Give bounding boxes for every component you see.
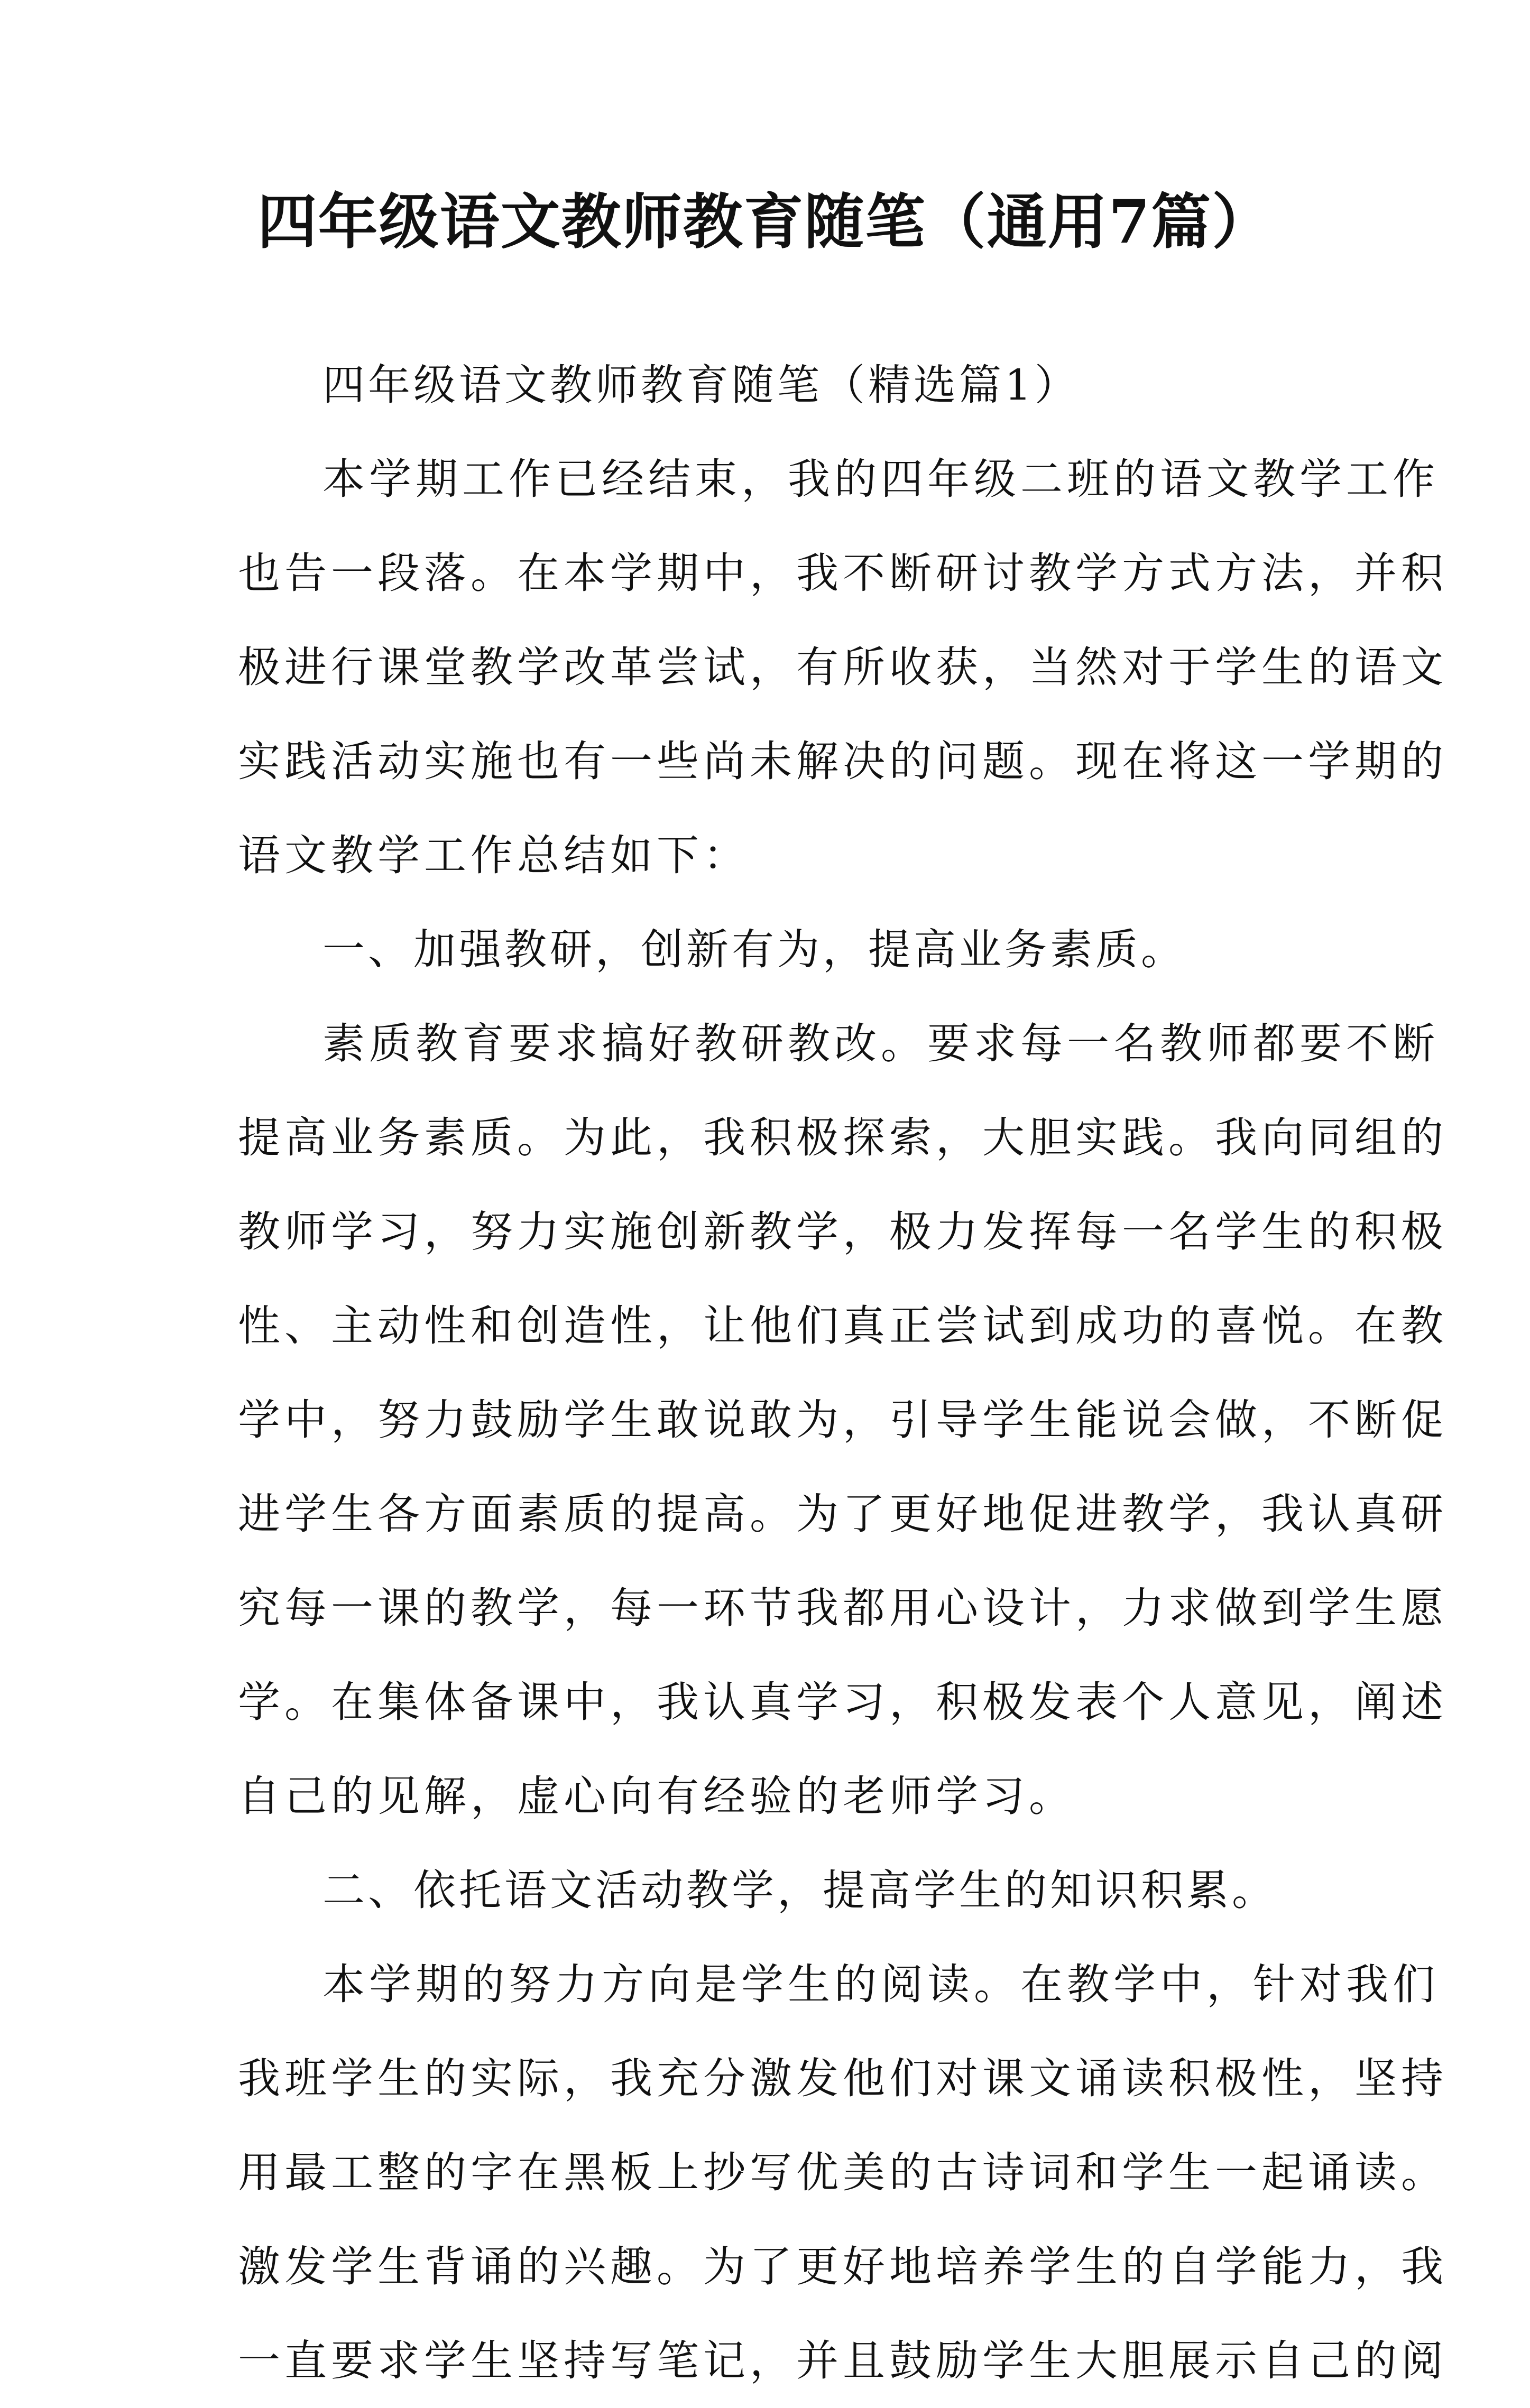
text-line: 也告一段落。在本学期中，我不断研讨教学方式方法，并积 bbox=[238, 549, 1448, 598]
text-line: 学中，努力鼓励学生敢说敢为，引导学生能说会做，不断促 bbox=[238, 1395, 1448, 1444]
text-line: 极进行课堂教学改革尝试，有所收获，当然对于学生的语文 bbox=[238, 643, 1448, 692]
text-line: 本学期工作已经结束，我的四年级二班的语文教学工作 bbox=[322, 455, 1439, 504]
text-line: 用最工整的字在黑板上抄写优美的古诗词和学生一起诵读。 bbox=[238, 2148, 1448, 2197]
text-line: 究每一课的教学，每一环节我都用心设计，力求做到学生愿 bbox=[238, 1583, 1448, 1633]
text-line: 一直要求学生坚持写笔记，并且鼓励学生大胆展示自己的阅 bbox=[238, 2336, 1448, 2385]
text-line: 我班学生的实际，我充分激发他们对课文诵读积极性，坚持 bbox=[238, 2054, 1448, 2103]
text-line: 教师学习，努力实施创新教学，极力发挥每一名学生的积极 bbox=[238, 1207, 1448, 1256]
text-line: 实践活动实施也有一些尚未解决的问题。现在将这一学期的 bbox=[238, 737, 1448, 786]
text-line: 一、加强教研，创新有为，提高业务素质。 bbox=[322, 925, 1186, 974]
text-line: 素质教育要求搞好教研教改。要求每一名教师都要不断 bbox=[322, 1019, 1439, 1068]
text-line: 二、依托语文活动教学，提高学生的知识积累。 bbox=[322, 1866, 1277, 1915]
text-line: 四年级语文教师教育随笔（精选篇1） bbox=[322, 360, 1080, 410]
text-line: 提高业务素质。为此，我积极探索，大胆实践。我向同组的 bbox=[238, 1113, 1448, 1162]
text-line: 学。在集体备课中，我认真学习，积极发表个人意见，阐述 bbox=[238, 1678, 1448, 1727]
text-line: 性、主动性和创造性，让他们真正尝试到成功的喜悦。在教 bbox=[238, 1301, 1448, 1350]
document-title: 四年级语文教师教育随笔（通用7篇） bbox=[257, 187, 1273, 257]
text-line: 语文教学工作总结如下： bbox=[238, 831, 750, 880]
document-body bbox=[238, 338, 1448, 2408]
text-line: 进学生各方面素质的提高。为了更好地促进教学，我认真研 bbox=[238, 1489, 1448, 1539]
text-line: 激发学生背诵的兴趣。为了更好地培养学生的自学能力，我 bbox=[238, 2242, 1448, 2291]
text-line: 自己的见解，虚心向有经验的老师学习。 bbox=[238, 1772, 1075, 1821]
text-line: 本学期的努力方向是学生的阅读。在教学中，针对我们 bbox=[322, 1960, 1439, 2009]
